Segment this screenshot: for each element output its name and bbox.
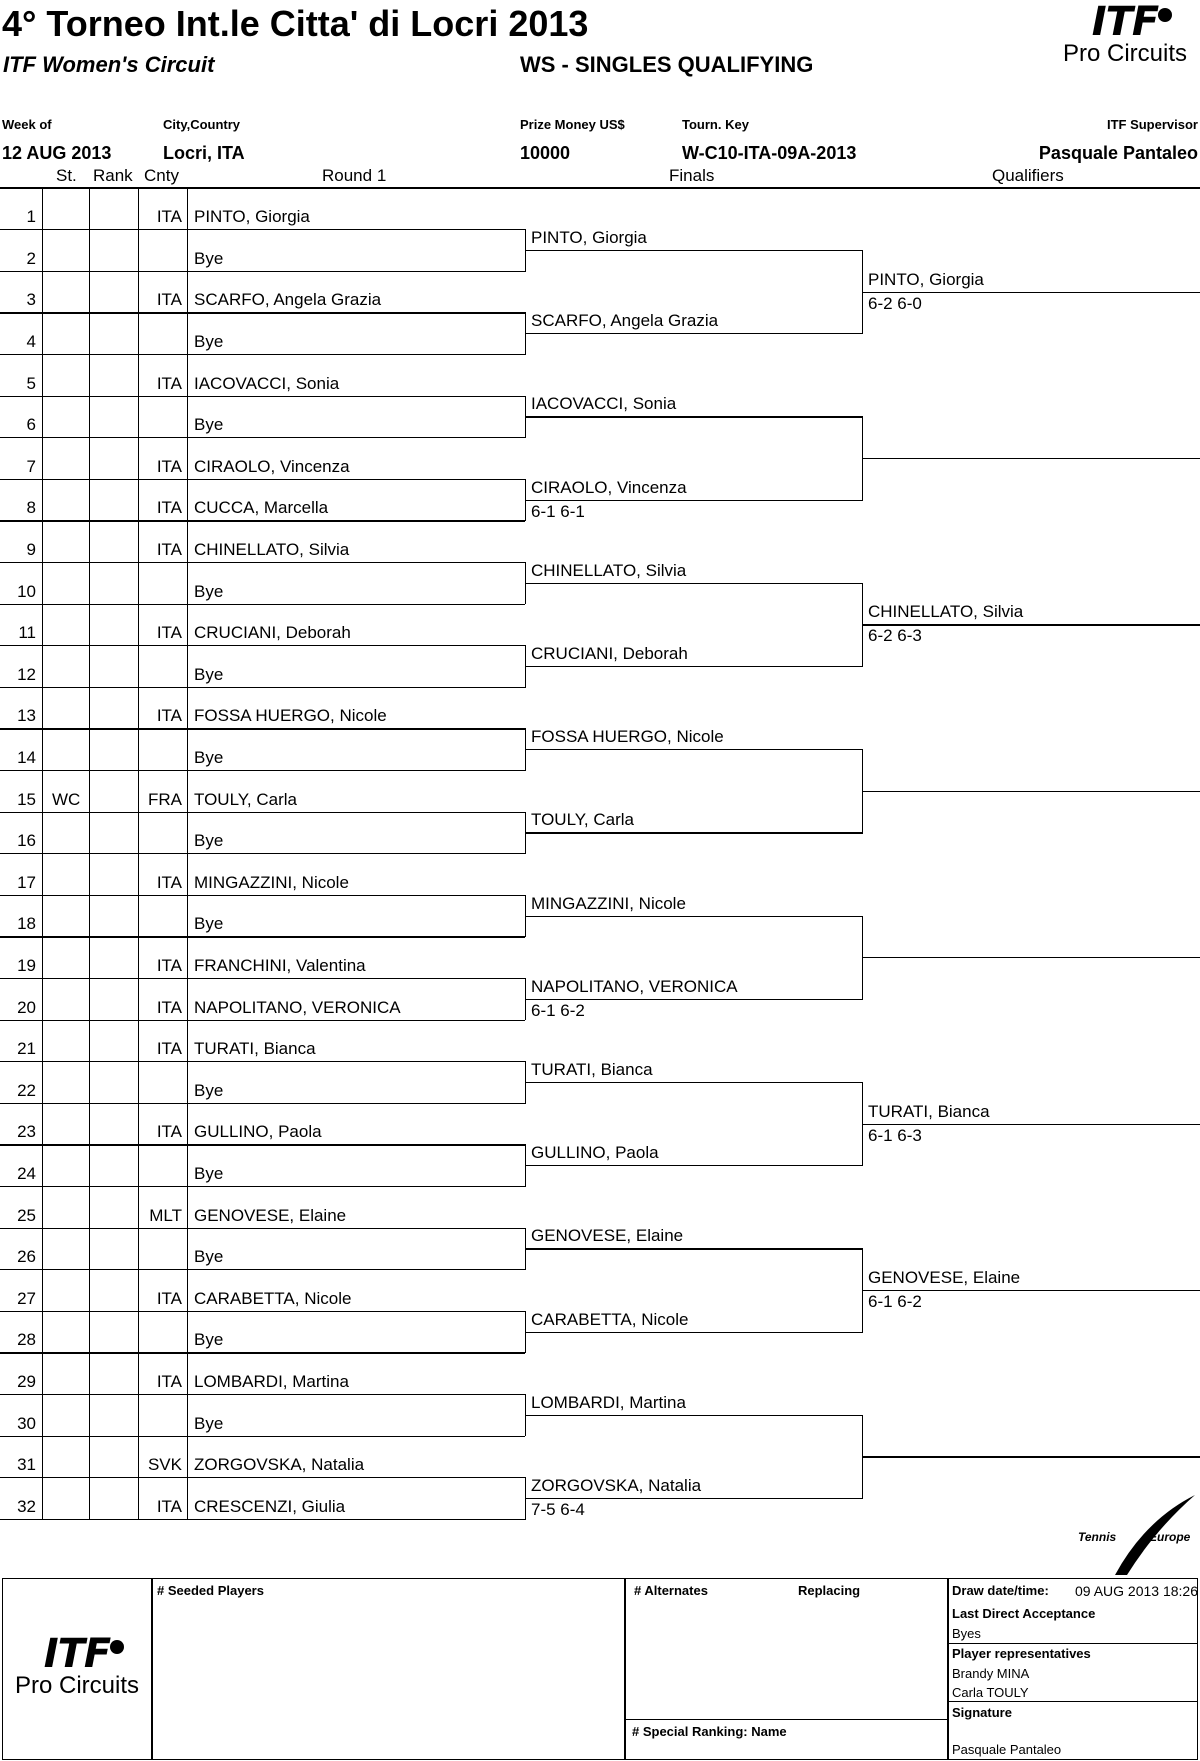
entry-player-name: GULLINO, Paola <box>194 1122 322 1142</box>
col-st: St. <box>56 166 77 185</box>
round1-winner-line <box>525 1165 863 1166</box>
city-label: City,Country <box>163 117 241 132</box>
entry-row-line <box>0 229 525 230</box>
tennis-ball-icon <box>110 1640 124 1654</box>
qualifier-score: 6-2 6-3 <box>868 626 922 646</box>
lda-label: Last Direct Acceptance <box>952 1606 1096 1621</box>
lda-value: Byes <box>952 1626 981 1641</box>
col-rank: Rank <box>93 166 133 185</box>
round1-winner-name: LOMBARDI, Martina <box>531 1392 686 1412</box>
round1-winner-line <box>525 1248 863 1249</box>
draw-position: 31 <box>17 1455 36 1475</box>
entry-country: ITA <box>156 955 182 975</box>
entry-row-line <box>0 354 525 355</box>
round1-winner-name: TOULY, Carla <box>531 810 634 830</box>
alternates-label: # Alternates <box>634 1583 708 1598</box>
entry-row-line <box>0 1477 525 1478</box>
draw-position: 28 <box>17 1330 36 1350</box>
draw-position: 4 <box>26 331 36 351</box>
draw-position: 7 <box>26 456 36 476</box>
entry-player-name: Bye <box>194 331 224 351</box>
round1-winner-name: ZORGOVSKA, Natalia <box>531 1475 702 1495</box>
rep-1: Brandy MINA <box>952 1666 1030 1681</box>
entry-player-name: NAPOLITANO, VERONICA <box>194 997 401 1017</box>
entry-player-name: Bye <box>194 581 224 601</box>
pro-circuits-text: Pro Circuits <box>1062 40 1188 67</box>
key-value: W-C10-ITA-09A-2013 <box>682 143 857 163</box>
round1-winner-name: PINTO, Giorgia <box>531 227 647 247</box>
special-ranking-label: # Special Ranking: Name <box>632 1724 787 1739</box>
entry-row-line <box>0 1061 525 1062</box>
round1-winner-line <box>525 1332 863 1333</box>
entry-country: ITA <box>156 1039 182 1059</box>
qualifier-score: 6-1 6-2 <box>868 1291 922 1311</box>
entry-row-line <box>0 1519 525 1520</box>
header-rule <box>0 187 1200 189</box>
entry-player-name: CRESCENZI, Giulia <box>194 1496 346 1516</box>
entry-row-line <box>0 562 525 563</box>
entry-country: SVK <box>147 1455 182 1475</box>
entry-row-line <box>0 1144 525 1145</box>
col-round1: Round 1 <box>322 166 387 185</box>
qualifier-score: 6-1 6-3 <box>868 1125 922 1145</box>
entry-player-name: Bye <box>194 1080 224 1100</box>
col-finals: Finals <box>669 166 715 185</box>
entry-player-name: Bye <box>194 1413 224 1433</box>
circuit-name: ITF Women's Circuit <box>3 52 215 77</box>
entry-player-name: FRANCHINI, Valentina <box>194 955 366 975</box>
supervisor-label: ITF Supervisor <box>1106 117 1198 132</box>
qualifier-name: TURATI, Bianca <box>868 1101 990 1121</box>
draw-position: 12 <box>17 664 36 684</box>
draw-date-label: Draw date/time: <box>952 1583 1049 1598</box>
special-ranking-rule <box>624 1719 948 1720</box>
round1-winner-score: 6-1 6-1 <box>531 501 585 521</box>
event-name: WS - SINGLES QUALIFYING <box>520 52 814 77</box>
qualifier-name: GENOVESE, Elaine <box>868 1267 1021 1287</box>
draw-position: 2 <box>26 248 36 268</box>
entry-player-name: SCARFO, Angela Grazia <box>194 290 382 310</box>
round1-winner-line <box>525 1415 863 1416</box>
draw-position: 10 <box>17 581 36 601</box>
entry-row-line <box>0 1394 525 1395</box>
seeded-players-label: # Seeded Players <box>157 1583 264 1598</box>
round1-winner-line <box>525 1082 863 1083</box>
entry-row-line <box>0 728 525 729</box>
round1-winner-name: IACOVACCI, Sonia <box>531 394 677 414</box>
entry-player-name: Bye <box>194 1163 224 1183</box>
supervisor-value: Pasquale Pantaleo <box>1038 143 1198 163</box>
draw-position: 29 <box>17 1371 36 1391</box>
entry-country: ITA <box>156 207 182 227</box>
round1-winner-line <box>525 916 863 917</box>
draw-position: 6 <box>26 415 36 435</box>
entry-country: ITA <box>156 456 182 476</box>
entry-row-line <box>0 437 525 438</box>
entry-row-line <box>0 936 525 937</box>
round1-winner-name: CHINELLATO, Silvia <box>531 560 687 580</box>
round1-winner-name: SCARFO, Angela Grazia <box>531 311 719 331</box>
qualifier-line <box>862 791 1200 792</box>
round1-winner-line <box>525 333 863 334</box>
entry-player-name: IACOVACCI, Sonia <box>194 373 340 393</box>
entry-player-name: LOMBARDI, Martina <box>194 1371 349 1391</box>
key-label: Tourn. Key <box>682 117 749 132</box>
draw-position: 13 <box>17 706 36 726</box>
draw-position: 15 <box>17 789 36 809</box>
draw-position: 26 <box>17 1247 36 1267</box>
round1-winner-line <box>525 749 863 750</box>
footer-divider-1 <box>151 1578 153 1760</box>
week-value: 12 AUG 2013 <box>2 143 112 163</box>
entry-row-line <box>0 645 525 646</box>
entry-player-name: ZORGOVSKA, Natalia <box>194 1455 365 1475</box>
entry-row-line <box>0 687 525 688</box>
entry-player-name: Bye <box>194 1330 224 1350</box>
itf-logo-bottom-text: ITF <box>43 1631 111 1677</box>
tennis-ball-icon <box>1158 8 1172 22</box>
entry-country: ITA <box>156 872 182 892</box>
round1-winner-score: 6-1 6-2 <box>531 1000 585 1020</box>
entry-row-line <box>0 1269 525 1270</box>
tournament-title: 4° Torneo Int.le Citta' di Locri 2013 <box>2 3 589 44</box>
entry-player-name: CIRAOLO, Vincenza <box>194 456 350 476</box>
entry-player-name: CARABETTA, Nicole <box>194 1288 352 1308</box>
entry-player-name: CRUCIANI, Deborah <box>194 623 351 643</box>
entry-row-line <box>0 271 525 272</box>
round1-winner-name: GENOVESE, Elaine <box>531 1226 684 1246</box>
draw-position: 16 <box>17 831 36 851</box>
entry-player-name: CUCCA, Marcella <box>194 498 329 518</box>
draw-position: 30 <box>17 1413 36 1433</box>
entry-player-name: Bye <box>194 831 224 851</box>
draw-position: 17 <box>17 872 36 892</box>
entry-player-name: MINGAZZINI, Nicole <box>194 872 349 892</box>
entry-row-line <box>0 1352 525 1353</box>
entry-country: ITA <box>156 706 182 726</box>
prize-value: 10000 <box>520 143 571 163</box>
draw-position: 24 <box>17 1163 36 1183</box>
entry-country: ITA <box>156 373 182 393</box>
entry-row-line <box>0 312 525 313</box>
col-qualifiers: Qualifiers <box>992 166 1064 185</box>
round1-winner-name: CARABETTA, Nicole <box>531 1309 689 1329</box>
entry-country: ITA <box>156 1288 182 1308</box>
draw-position: 25 <box>17 1205 36 1225</box>
qualifier-line <box>862 1456 1200 1457</box>
prize-label: Prize Money US$ <box>520 117 625 132</box>
signature-value: Pasquale Pantaleo <box>952 1742 1062 1757</box>
qualifier-line <box>862 957 1200 958</box>
reps-rule <box>947 1701 1198 1702</box>
reps-label: Player representatives <box>952 1646 1091 1661</box>
entry-country: MLT <box>149 1205 182 1225</box>
qualifier-name: PINTO, Giorgia <box>868 269 984 289</box>
signature-label: Signature <box>952 1705 1012 1720</box>
tennis-europe-text-2: Europe <box>1149 1530 1191 1544</box>
entry-row-line <box>0 1228 525 1229</box>
draw-position: 11 <box>18 623 36 643</box>
draw-date-value: 09 AUG 2013 18:26 <box>1075 1583 1198 1599</box>
itf-logo-top <box>1050 2 1200 66</box>
replacing-label: Replacing <box>798 1583 861 1598</box>
draw-position: 19 <box>17 955 36 975</box>
round1-winner-line <box>525 250 863 251</box>
entry-player-name: Bye <box>194 415 224 435</box>
draw-position: 1 <box>26 207 36 227</box>
round1-winner-line <box>525 416 863 417</box>
entry-row-line <box>0 853 525 854</box>
entry-country: ITA <box>156 498 182 518</box>
week-label: Week of <box>2 117 52 132</box>
draw-position: 3 <box>26 290 36 310</box>
draw-position: 22 <box>17 1080 36 1100</box>
round1-winner-name: CRUCIANI, Deborah <box>531 643 688 663</box>
entry-player-name: Bye <box>194 747 224 767</box>
entry-row-line <box>0 978 525 979</box>
qualifier-line <box>862 458 1200 459</box>
draw-position: 27 <box>17 1288 36 1308</box>
entry-player-name: Bye <box>194 1247 224 1267</box>
entry-player-name: Bye <box>194 914 224 934</box>
entry-row-line <box>0 1436 525 1437</box>
draw-position: 14 <box>17 747 36 767</box>
entry-status: WC <box>52 789 81 809</box>
entry-country: ITA <box>156 623 182 643</box>
entry-row-line <box>0 770 525 771</box>
draw-position: 23 <box>17 1122 36 1142</box>
rep-2: Carla TOULY <box>952 1685 1029 1700</box>
tennis-europe-logo <box>1075 1490 1200 1580</box>
round1-winner-line <box>525 666 863 667</box>
entry-row-line <box>0 479 525 480</box>
entry-country: ITA <box>156 539 182 559</box>
round1-winner-name: TURATI, Bianca <box>531 1059 653 1079</box>
draw-position: 18 <box>17 914 36 934</box>
round1-winner-score: 7-5 6-4 <box>531 1499 585 1519</box>
entry-row-line <box>0 1311 525 1312</box>
draw-position: 20 <box>17 997 36 1017</box>
entry-player-name: FOSSA HUERGO, Nicole <box>194 706 387 726</box>
itf-logo-bottom <box>12 1631 142 1699</box>
entry-country: ITA <box>156 290 182 310</box>
round1-winner-name: FOSSA HUERGO, Nicole <box>531 727 724 747</box>
footer-divider-2 <box>624 1578 626 1760</box>
tennis-europe-text-1: Tennis <box>1078 1530 1117 1544</box>
entry-row-line <box>0 396 525 397</box>
entry-player-name: TOULY, Carla <box>194 789 297 809</box>
entry-row-line <box>0 604 525 605</box>
entry-country: ITA <box>156 1122 182 1142</box>
draw-position: 5 <box>26 373 36 393</box>
entry-player-name: Bye <box>194 248 224 268</box>
entry-row-line <box>0 1186 525 1187</box>
itf-logo-text: ITF <box>1091 0 1159 45</box>
entry-country: ITA <box>156 1371 182 1391</box>
entry-player-name: PINTO, Giorgia <box>194 207 310 227</box>
round1-winner-line <box>525 583 863 584</box>
entry-row-line <box>0 1020 525 1021</box>
city-value: Locri, ITA <box>163 143 245 163</box>
entry-row-line <box>0 1103 525 1104</box>
entry-row-line <box>0 895 525 896</box>
draw-position: 32 <box>17 1496 36 1516</box>
footer-divider-3 <box>947 1578 949 1760</box>
draw-position: 9 <box>26 539 36 559</box>
entry-row-line <box>0 520 525 521</box>
round1-winner-line <box>525 832 863 833</box>
entry-row-line <box>0 812 525 813</box>
entry-country: ITA <box>156 1496 182 1516</box>
entry-player-name: CHINELLATO, Silvia <box>194 539 350 559</box>
lda-rule <box>947 1643 1198 1644</box>
draw-position: 21 <box>17 1039 36 1059</box>
qualifier-name: CHINELLATO, Silvia <box>868 602 1024 622</box>
col-cnty: Cnty <box>144 166 179 185</box>
round1-winner-name: NAPOLITANO, VERONICA <box>531 976 738 996</box>
draw-position: 8 <box>26 498 36 518</box>
entry-player-name: Bye <box>194 664 224 684</box>
qualifier-score: 6-2 6-0 <box>868 293 922 313</box>
pro-circuits-bottom-text: Pro Circuits <box>14 1672 140 1699</box>
round1-winner-name: GULLINO, Paola <box>531 1143 659 1163</box>
round1-winner-name: CIRAOLO, Vincenza <box>531 477 687 497</box>
entry-player-name: GENOVESE, Elaine <box>194 1205 347 1225</box>
entry-country: FRA <box>148 789 182 809</box>
entry-country: ITA <box>156 997 182 1017</box>
round1-winner-name: MINGAZZINI, Nicole <box>531 893 686 913</box>
entry-player-name: TURATI, Bianca <box>194 1039 316 1059</box>
